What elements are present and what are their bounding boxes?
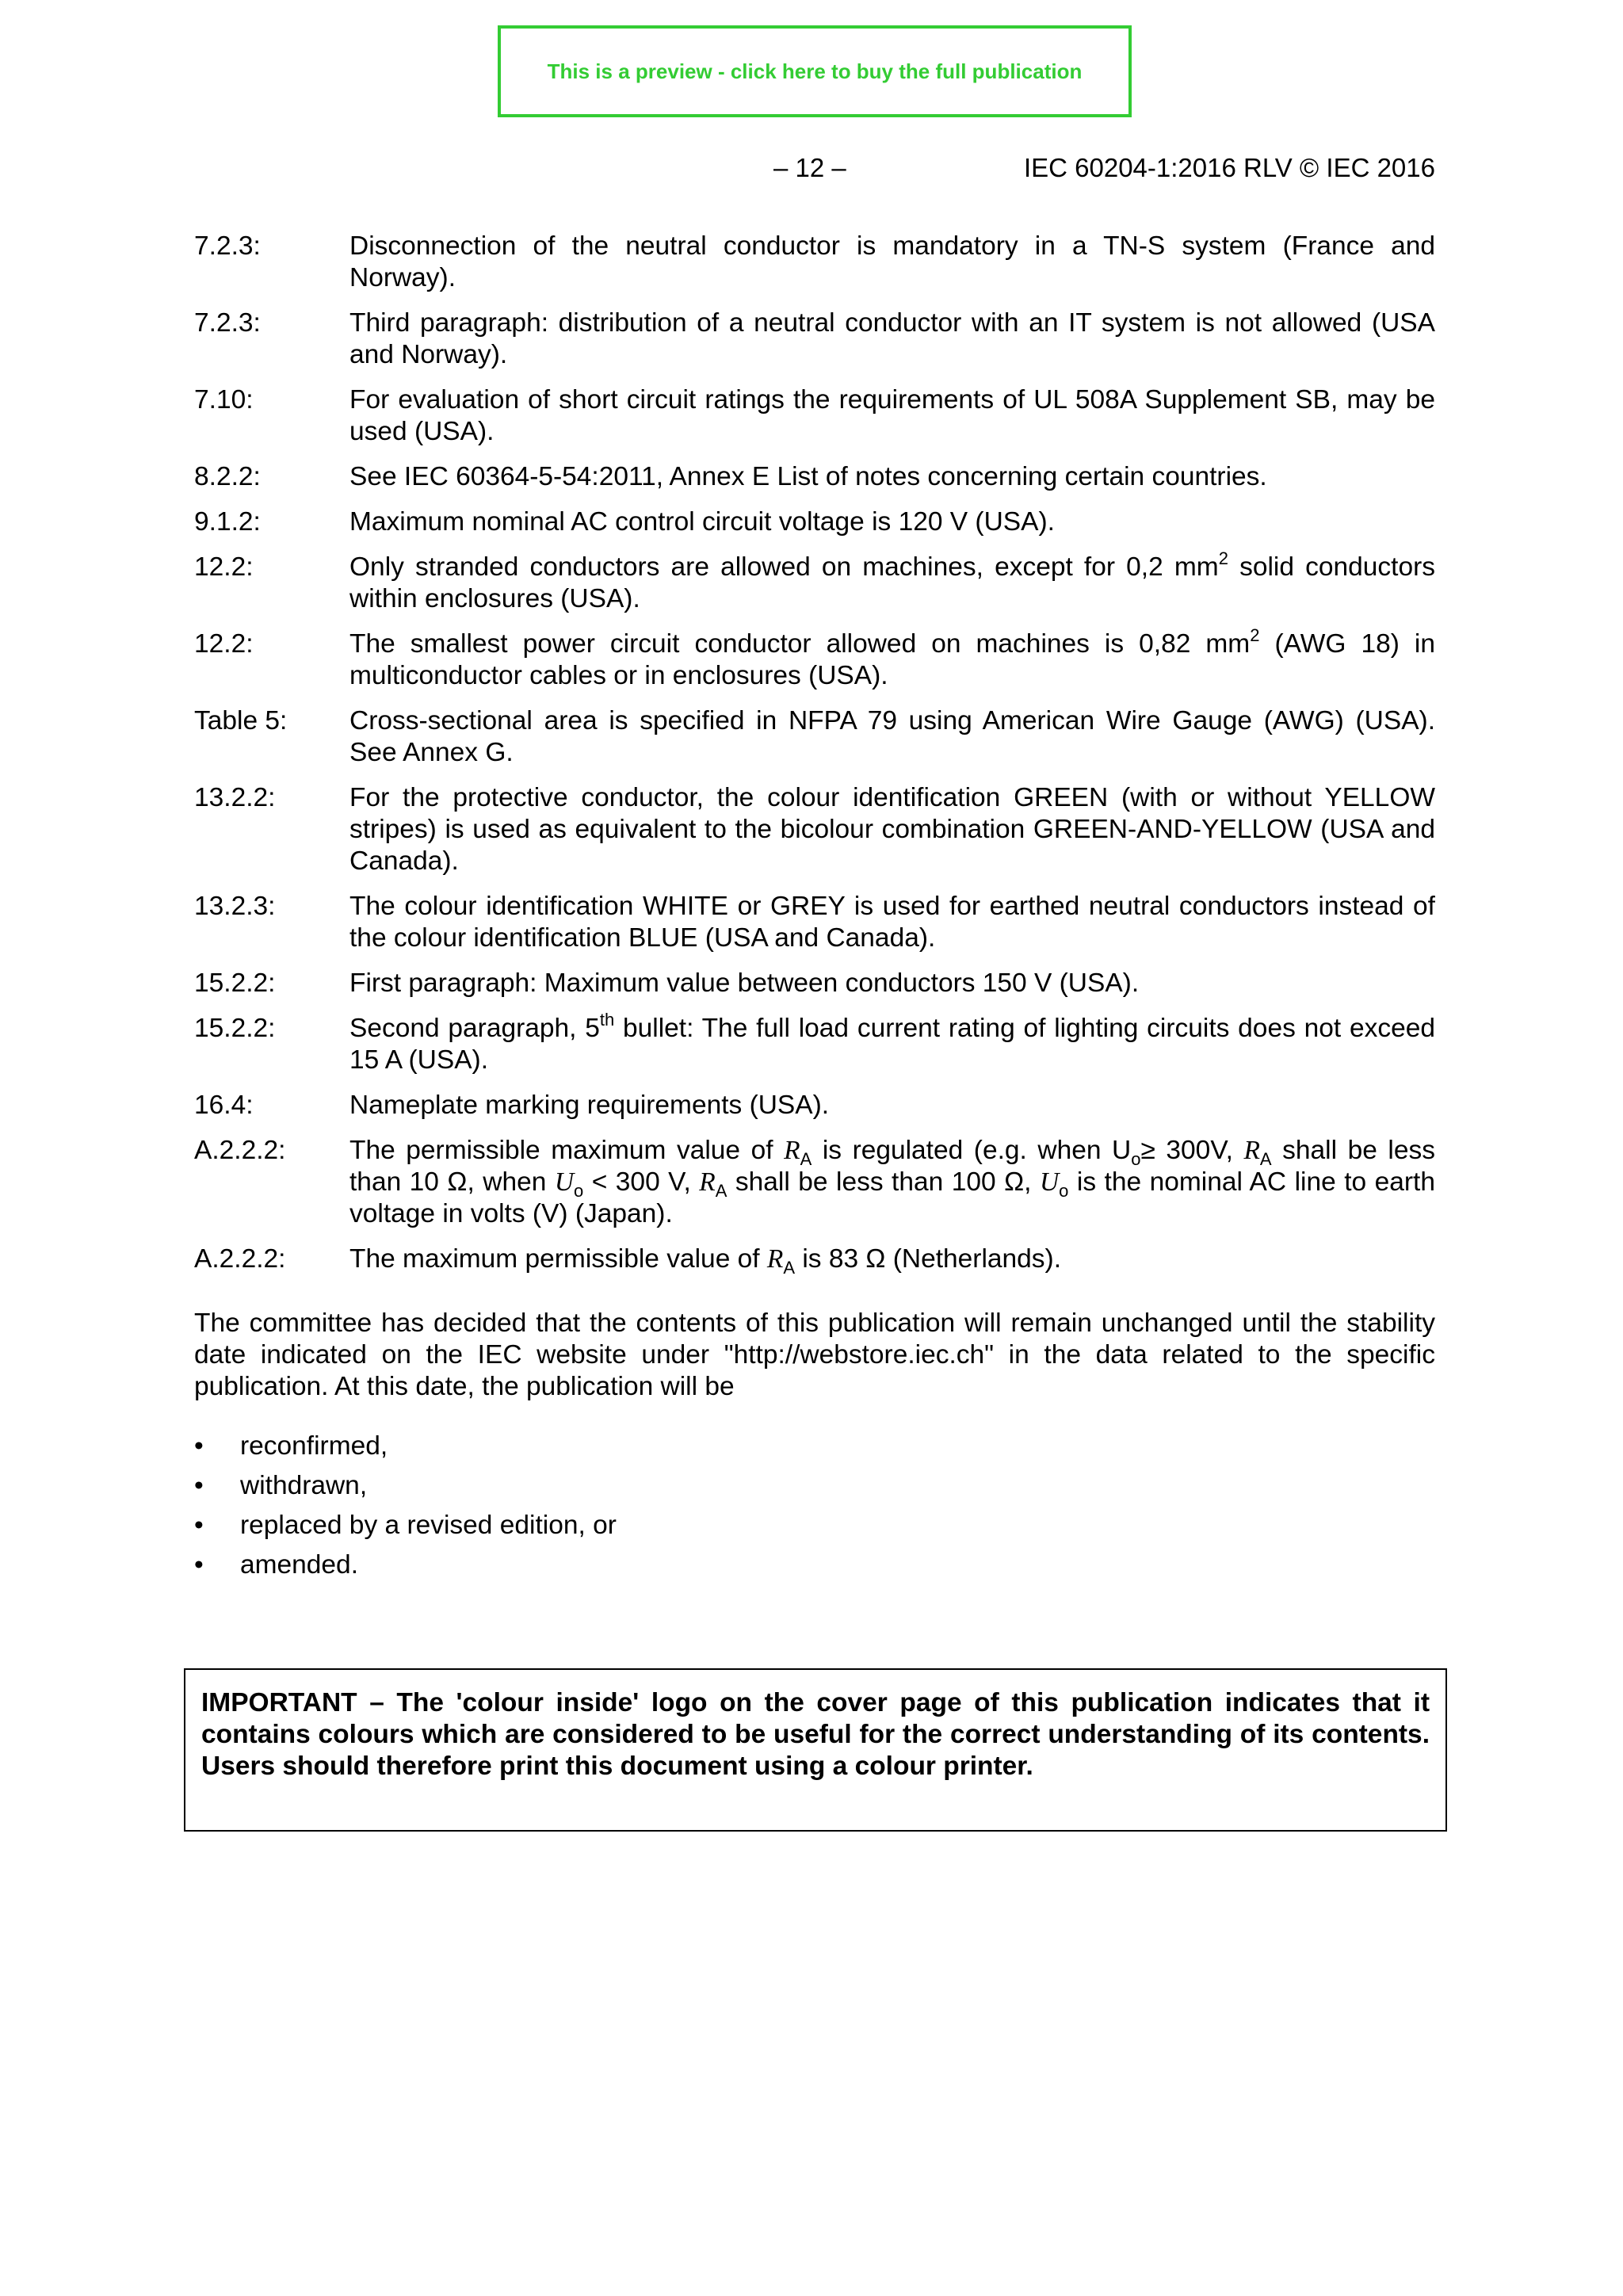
country-note [194,461,1435,493]
note-clause: 8.2.2: [194,462,261,491]
country-note [194,1090,1435,1121]
country-note [194,231,1435,294]
country-note [194,1010,1435,1076]
note-clause: 13.2.2: [194,783,276,812]
country-note [194,891,1435,954]
country-note [194,506,1435,538]
note-text: For the protective conductor, the colour identification GREEN (with or without YELLOW stripes) is used as equivalent to the bicolour combination GREEN-AND-YELLOW (USA and Canada). [349,783,1435,876]
country-note [194,1244,1435,1278]
country-note [194,782,1435,877]
note-text: Only stranded conductors are allowed on machines, except for 0,2 $mm^2$ solid conductors within enclosures (USA). [349,548,1435,613]
note-text: Cross-sectional area is specified in NFPA 79 using American Wire Gauge (AWG) (USA). See Annex G. [349,706,1435,767]
country-note [194,308,1435,371]
list-item: • replaced by a revised edition, or [194,1510,1435,1549]
list-item: • amended. [194,1549,1435,1589]
note-text: For evaluation of short circuit ratings the requirements of UL 508A Supplement SB, may be used (USA). [349,385,1435,446]
stability-paragraph: The committee has decided that the contents of this publication will remain unchanged until the stability date indicated on the IEC website under "http://webstore.iec.ch" in the data related to the specific publication. At this date, the publication will be [194,1308,1435,1401]
note-text: Disconnection of the neutral conductor is mandatory in a TN-S system (France and Norway). [349,231,1435,292]
note-clause: 7.10: [194,385,254,415]
country-notes-list [194,231,1435,1289]
note-text: Second paragraph, 5th bullet: The full load current rating of lighting circuits does not exceed 15 A (USA). [349,1010,1435,1075]
note-clause: 7.2.3: [194,231,261,261]
document-reference: IEC 60204-1:2016 RLV © IEC 2016 [1023,153,1435,182]
list-item: • withdrawn, [194,1470,1435,1510]
stability-outcomes-list [194,1431,1435,1589]
country-note [194,548,1435,615]
note-clause: 9.1.2: [194,507,261,537]
country-note [194,968,1435,999]
list-item: • reconfirmed, [194,1431,1435,1470]
note-text: The permissible maximum value of $R_A$ is regulated (e.g. when $U_o\ge 300V$, $R_A$ shall be less than 10 Ω, when $U_o < 300$ V, $R_A$ shall be less than 100 Ω, $U_o$ is the nominal AC line to earth voltage in volts (V) (Japan). [349,1136,1436,1228]
note-clause: 13.2.3: [194,892,276,921]
note-text: Third paragraph: distribution of a neutral conductor with an IT system is not allowed (USA and Norway). [349,308,1435,369]
note-text: The maximum permissible value of $R_A$ is 83 Ω (Netherlands). [349,1244,1062,1278]
country-note [194,705,1435,769]
note-text: First paragraph: Maximum value between conductors 150 V (USA). [349,968,1140,998]
note-text: Nameplate marking requirements (USA). [349,1091,830,1120]
page-number: – 12 – [773,153,846,182]
note-clause: Table 5: [194,706,288,735]
buy-publication-link[interactable]: This is a preview - click here to buy the full publication [498,25,1132,117]
note-clause: A.2.2.2: [194,1244,286,1274]
note-clause: 15.2.2: [194,968,276,998]
note-text: Maximum nominal AC control circuit voltage is 120 V (USA). [349,507,1055,537]
note-clause: 16.4: [194,1091,254,1120]
note-clause: A.2.2.2: [194,1136,286,1165]
country-note [194,384,1435,448]
note-text: The smallest power circuit conductor allowed on machines is 0,82 $mm^2$ (AWG 18) in multiconductor cables or in enclosures (USA). [349,625,1435,690]
note-clause: 12.2: [194,629,254,659]
country-note [194,1135,1435,1230]
country-note [194,625,1435,692]
note-clause: 15.2.2: [194,1014,276,1043]
note-text: See IEC 60364-5-54:2011, Annex E List of notes concerning certain countries. [349,462,1267,491]
note-clause: 12.2: [194,552,254,582]
important-notice-box: IMPORTANT – The 'colour inside' logo on the cover page of this publication indicates that it contains colours which are considered to be useful for the correct understanding of its contents. Users should therefore print this document using a colour printer. [184,1668,1447,1832]
note-clause: 7.2.3: [194,308,261,338]
note-text: The colour identification WHITE or GREY is used for earthed neutral conductors instead of the colour identification BLUE (USA and Canada). [349,892,1435,953]
page-header [194,152,1435,184]
